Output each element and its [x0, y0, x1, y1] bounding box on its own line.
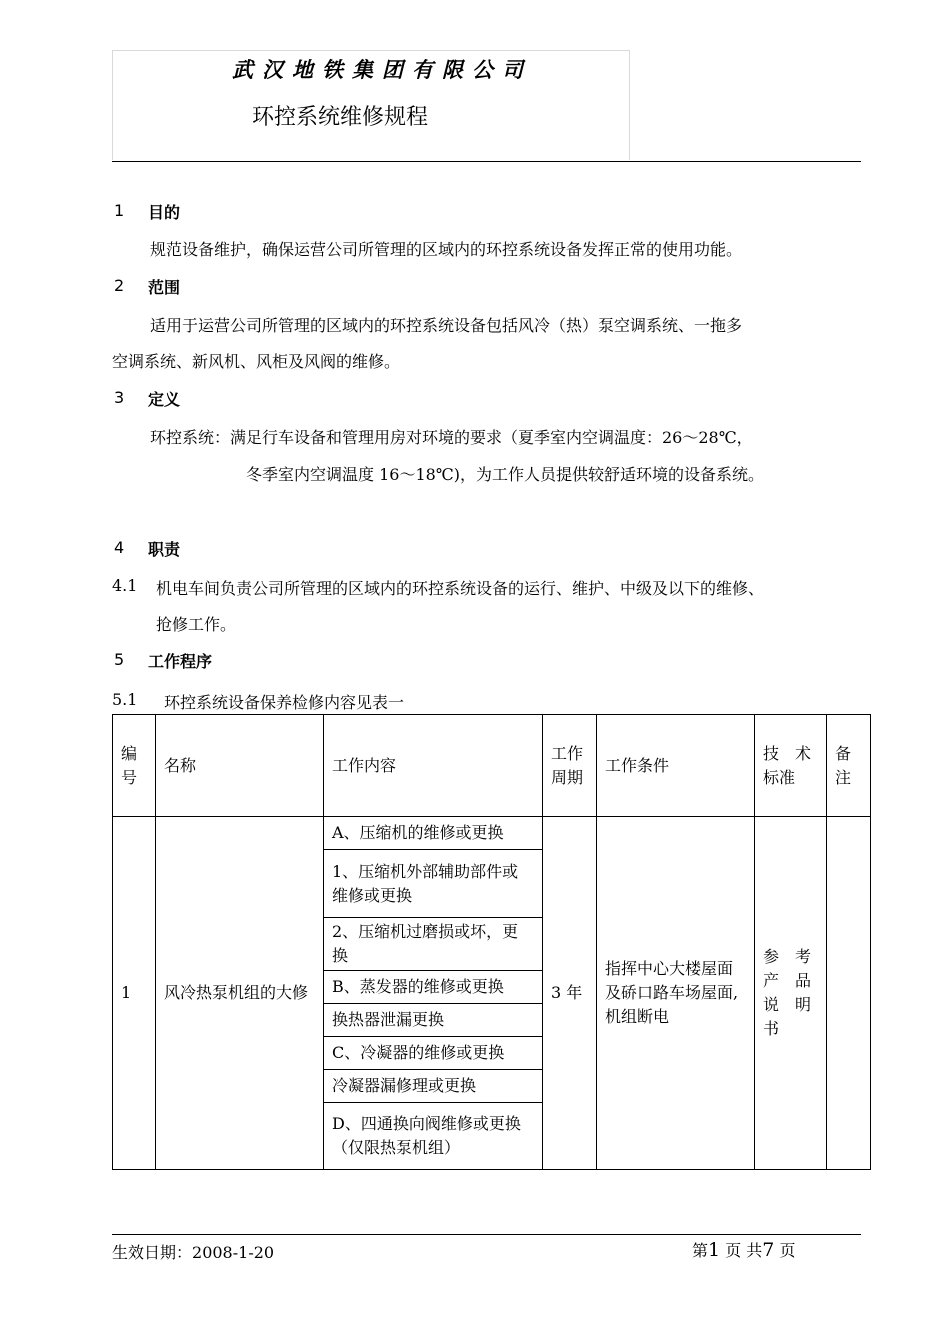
table-row [113, 817, 871, 850]
header-condition: 工作条件 [597, 715, 755, 817]
header-cycle: 工作周期 [543, 715, 597, 817]
row-remark [827, 817, 871, 1170]
section-5-1-text: 环控系统设备保养检修内容见表一 [164, 693, 405, 712]
header-remark: 备注 [827, 715, 871, 817]
section-1-title: 目的 [148, 203, 181, 222]
row-name: 风冷热泵机组的大修 [156, 817, 324, 1170]
content-item: A、压缩机的维修或更换 [324, 817, 543, 850]
content-item: B、蒸发器的维修或更换 [324, 971, 543, 1004]
content-item: 2、压缩机过磨损或坏，更换 [324, 918, 543, 971]
section-4-1-line-1: 机电车间负责公司所管理的区域内的环控系统设备的运行、维护、中级及以下的维修、 [156, 579, 765, 598]
maintenance-table [112, 714, 871, 1170]
row-condition: 指挥中心大楼屋面及硚口路车场屋面,机组断电 [597, 817, 755, 1170]
section-3-number: 3 [114, 388, 125, 407]
section-2-title: 范围 [148, 278, 181, 297]
section-5-1-number: 5.1 [112, 690, 138, 709]
section-2-number: 2 [114, 276, 125, 295]
content-item: 1、压缩机外部辅助部件或维修或更换 [324, 850, 543, 918]
section-4-1-line-2: 抢修工作。 [156, 615, 237, 634]
effective-date-label: 生效日期： [112, 1243, 193, 1262]
section-3-line-2: 冬季室内空调温度 16～18℃)，为工作人员提供较舒适环境的设备系统。 [246, 465, 764, 484]
section-3-line-1: 环控系统：满足行车设备和管理用房对环境的要求（夏季室内空调温度：26～28℃， [150, 428, 753, 447]
section-1-text: 规范设备维护，确保运营公司所管理的区域内的环控系统设备发挥正常的使用功能。 [150, 240, 743, 259]
page-current: 1 [708, 1239, 721, 1261]
effective-date [112, 1240, 274, 1263]
section-1-number: 1 [114, 201, 125, 220]
section-3-title: 定义 [148, 390, 181, 409]
header-tech: 技 术标准 [755, 715, 827, 817]
company-name: 武汉地铁集团有限公司 [232, 57, 532, 82]
page-suffix: 页 [779, 1241, 796, 1260]
section-4-1-number: 4.1 [112, 576, 138, 595]
section-4-title: 职责 [148, 540, 181, 559]
row-cycle: 3 年 [543, 817, 597, 1170]
content-item: C、冷凝器的维修或更换 [324, 1037, 543, 1070]
header-id: 编号 [113, 715, 156, 817]
effective-date-value: 2008-1-20 [192, 1243, 275, 1262]
section-2-line-2: 空调系统、新风机、风柜及风阀的维修。 [112, 352, 401, 371]
row-id: 1 [113, 817, 156, 1170]
content-item: 冷凝器漏修理或更换 [324, 1070, 543, 1103]
page-prefix: 第 [692, 1241, 709, 1260]
header-divider [112, 161, 861, 162]
table-header-row [113, 715, 871, 817]
content-item: 换热器泄漏更换 [324, 1004, 543, 1037]
section-4-number: 4 [114, 538, 125, 557]
footer-divider [112, 1234, 861, 1235]
row-tech: 参 考产 品说 明书 [755, 817, 827, 1170]
section-5-title: 工作程序 [148, 652, 213, 671]
header-content: 工作内容 [324, 715, 543, 817]
page-number [692, 1238, 796, 1261]
document-title: 环控系统维修规程 [252, 105, 429, 130]
header-name: 名称 [156, 715, 324, 817]
section-5-number: 5 [114, 650, 125, 669]
page-total: 7 [762, 1239, 775, 1261]
page-mid: 页 共 [725, 1241, 763, 1260]
section-2-line-1: 适用于运营公司所管理的区域内的环控系统设备包括风冷（热）泵空调系统、一拖多 [150, 316, 743, 335]
content-item: D、四通换向阀维修或更换 （仅限热泵机组） [324, 1103, 543, 1170]
